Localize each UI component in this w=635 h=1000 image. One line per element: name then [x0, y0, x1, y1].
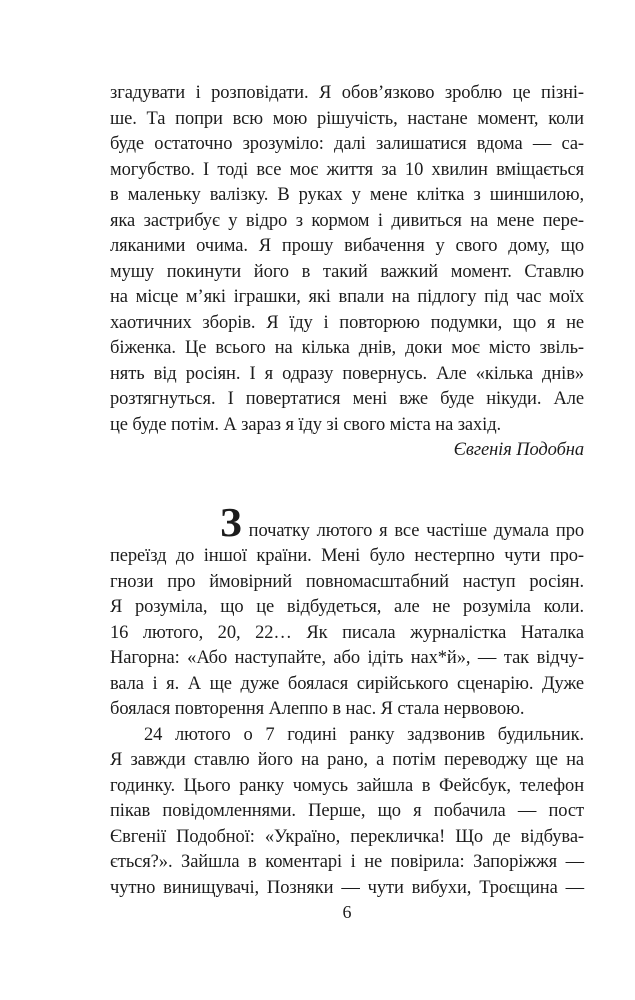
paragraph-3: [110, 723, 584, 902]
text-line: розтягнуться. І повертатися мені вже буде нікуди. Але: [110, 389, 584, 409]
body-text: [110, 81, 584, 921]
section-2: [110, 498, 584, 723]
text-line: 24 лютого о 7 годині ранку задзвонив будильник.: [144, 724, 584, 745]
text-line: вала і я. А ще дуже боялася сирійського сценарію. Дуже: [110, 673, 584, 694]
opening-line-text: початку лютого я все частіше думала про: [248, 520, 584, 541]
text-line: ше. Та попри всю мою рішучість, настане момент, коли: [110, 108, 584, 129]
text-line: ється?». Зайшла в коментарі і не повірила: Запоріжжя —: [110, 852, 584, 872]
text-line: нять від росіян. І я одразу повернусь. Але «кілька днів»: [110, 363, 584, 384]
text-line: хаотичних зборів. Я їду і повторюю подумки, що я не: [110, 312, 584, 333]
page-number: 6: [342, 902, 352, 922]
text-line: біженка. Це всього на кілька днів, доки моє місто звіль-: [110, 338, 584, 358]
text-line: годинку. Цього ранку чомусь зайшла в Фейсбук, телефон: [110, 775, 584, 796]
author-signature: Євгенія Подобна: [453, 440, 584, 460]
text-line: Нагорна: «Або наступайте, або ідіть нах*й», — так відчу-: [110, 648, 584, 668]
text-line: боялася повторення Алеппо в нас. Я стала нервовою.: [110, 699, 525, 719]
text-line: мушу покинути його в такий важкий момент. Ставлю: [110, 261, 584, 282]
text-line: Я розуміла, що це відбудеться, але не розуміла коли.: [110, 597, 584, 617]
drop-cap: З: [220, 498, 242, 545]
text-line: могубство. І тоді все моє життя за 10 хвилин вміщається: [110, 159, 584, 180]
text-line: на місце м’які іграшки, які впали на підлогу під час моїх: [110, 287, 584, 307]
text-line: гнози про ймовірний повномасштабний наступ росіян.: [110, 571, 584, 592]
text-line: пікав повідомленнями. Перше, що я побачила — пост: [110, 801, 584, 821]
paragraph-1: [110, 81, 584, 438]
text-line: чутно винищувачі, Позняки — чути вибухи, Троєщина —: [110, 877, 584, 898]
text-line: Євгенії Подобної: «Україно, перекличка! Що де відбува-: [110, 826, 584, 847]
text-line: 16 лютого, 20, 22… Як писала журналістка Наталка: [110, 622, 584, 643]
section-opening-line: [110, 498, 584, 545]
text-line: Я завжди ставлю його на рано, а потім переводжу ще на: [110, 750, 584, 770]
text-line: буде остаточно зрозуміло: далі залишатися вдома — са-: [110, 134, 584, 154]
text-line: яка застрибує у відро з кормом і дивиться на мене пере-: [110, 210, 584, 231]
text-line: переїзд до іншої країни. Мені було нестерпно чути про-: [110, 546, 584, 566]
text-line: ляканими очима. Я прошу вибачення у свого дому, що: [110, 236, 584, 256]
text-line: в маленьку валізку. В руках у мене клітка з шиншилою,: [110, 185, 584, 205]
text-line: це буде потім. А зараз я їду зі свого міста на захід.: [110, 414, 502, 435]
text-line: згадувати і розповідати. Я обов’язково зроблю це пізні-: [110, 83, 584, 103]
